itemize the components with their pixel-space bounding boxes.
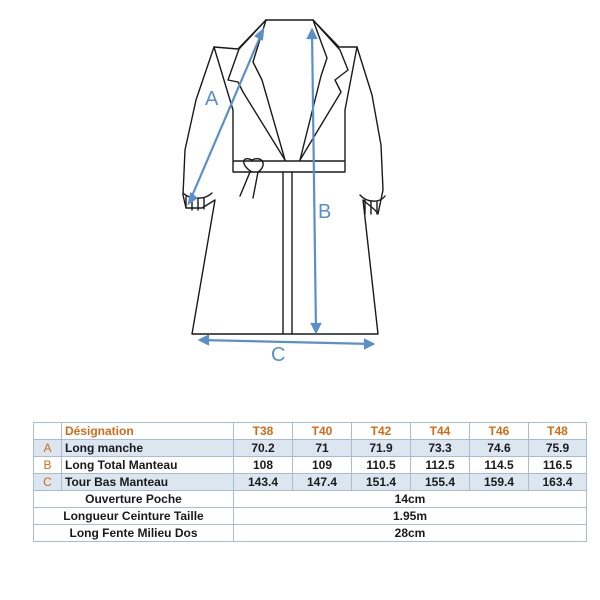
extra-row-name: Ouverture Poche [34,491,234,508]
table-row [34,525,587,542]
table-row [34,491,587,508]
row-letter: B [34,457,62,474]
header-size: T46 [470,423,529,440]
row-value: 71.9 [352,440,411,457]
table-row [34,457,587,474]
size-table [33,422,587,542]
row-value: 147.4 [293,474,352,491]
table-row [34,508,587,525]
row-value: 110.5 [352,457,411,474]
dimension-label-b: B [318,201,332,223]
row-value: 155.4 [411,474,470,491]
row-value: 114.5 [470,457,529,474]
dimension-line-b [312,30,316,332]
header-size: T38 [234,423,293,440]
row-name: Long Total Manteau [62,457,234,474]
row-value: 71 [293,440,352,457]
table-row [34,440,587,457]
header-size: T40 [293,423,352,440]
dimension-label-c: C [271,344,286,366]
row-name: Long manche [62,440,234,457]
header-designation: Désignation [62,423,234,440]
row-value: 143.4 [234,474,293,491]
row-name: Tour Bas Manteau [62,474,234,491]
dimension-label-a: A [205,88,219,110]
header-size: T48 [529,423,587,440]
belt-bow [240,159,263,198]
table-header-row [34,423,587,440]
row-value: 75.9 [529,440,587,457]
header-size: T44 [411,423,470,440]
extra-row-name: Longueur Ceinture Taille [34,508,234,525]
extra-row-value: 14cm [234,491,587,508]
row-value: 116.5 [529,457,587,474]
row-value: 109 [293,457,352,474]
row-value: 74.6 [470,440,529,457]
extra-row-value: 1.95m [234,508,587,525]
row-value: 151.4 [352,474,411,491]
row-value: 163.4 [529,474,587,491]
header-letter-cell [34,423,62,440]
row-letter: C [34,474,62,491]
row-value: 70.2 [234,440,293,457]
dimension-line-a [189,30,263,203]
dimension-line-c [200,340,373,344]
right-sleeve-seam [345,47,357,160]
right-lapel [300,20,348,160]
extra-row-name: Long Fente Milieu Dos [34,525,234,542]
row-value: 73.3 [411,440,470,457]
row-value: 112.5 [411,457,470,474]
header-size: T42 [352,423,411,440]
row-letter: A [34,440,62,457]
extra-row-value: 28cm [234,525,587,542]
table-row [34,474,587,491]
row-value: 159.4 [470,474,529,491]
row-value: 108 [234,457,293,474]
